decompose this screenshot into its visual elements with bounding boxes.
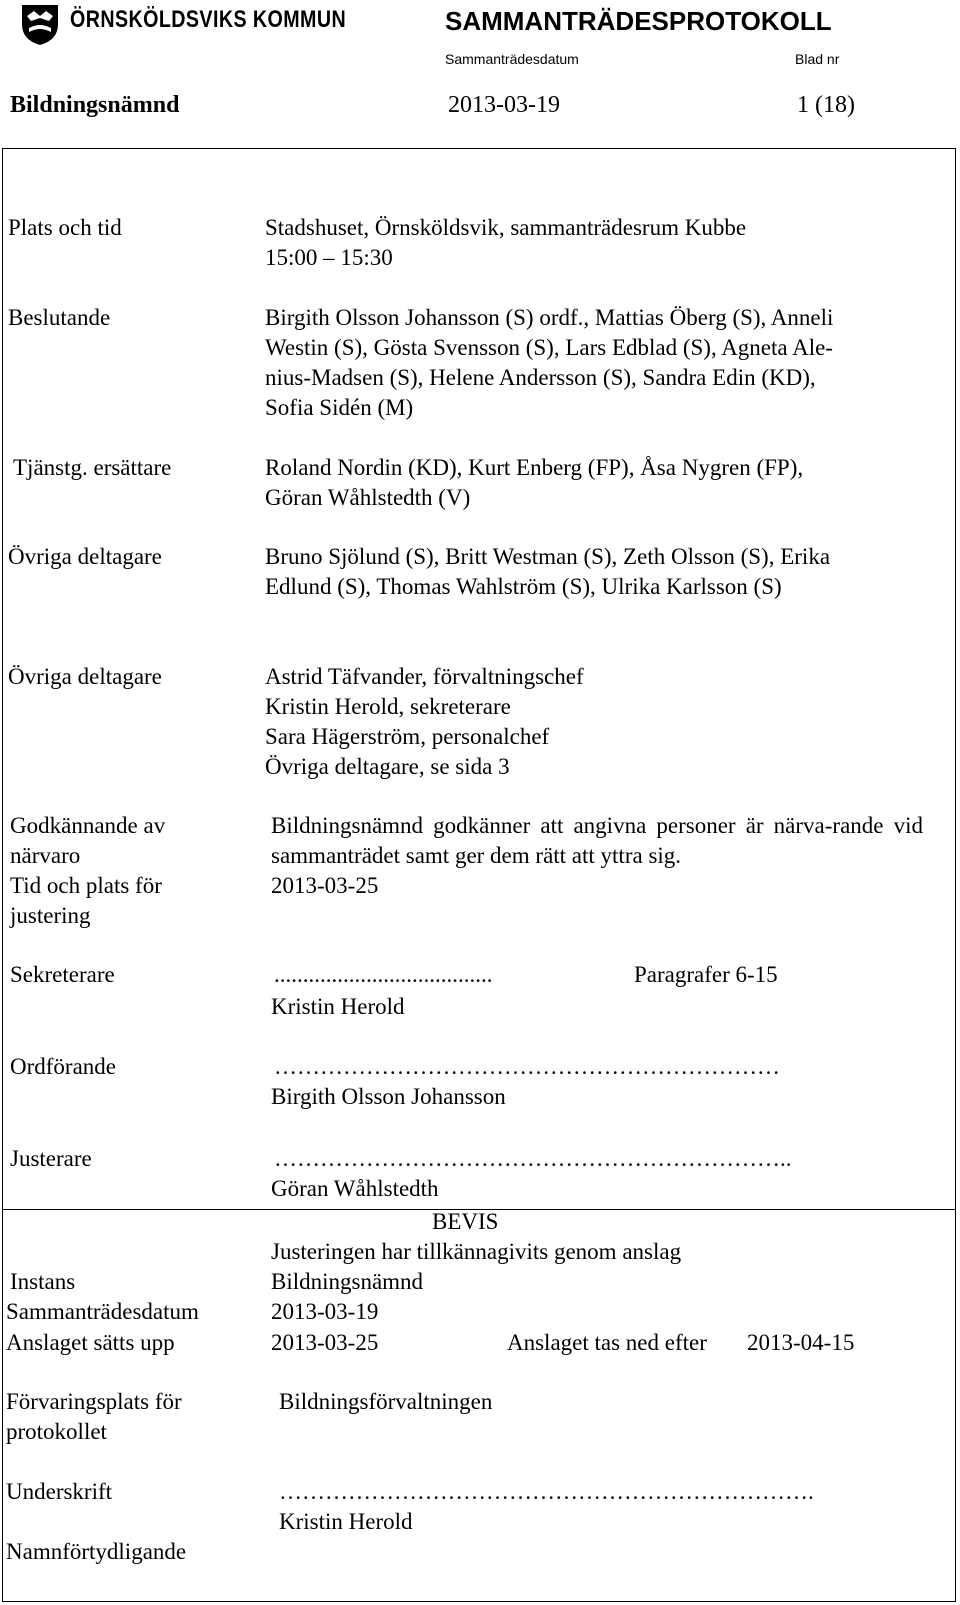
adjuster-signature-line: ………………………………………………………….. [274, 1146, 792, 1171]
meeting-date-header-label: Sammanträdesdatum [445, 51, 579, 67]
place-label: Plats och tid [8, 215, 122, 240]
deciding-line: nius-Madsen (S), Helene Andersson (S), Sandra Edin (KD), [265, 365, 816, 390]
other-participants-label: Övriga deltagare [8, 544, 162, 569]
posted-date: 2013-03-25 [271, 1330, 379, 1355]
adjustment-label: Tid och plats för [10, 873, 162, 898]
document-type: SAMMANTRÄDESPROTOKOLL [445, 6, 832, 36]
adjuster-label: Justerare [10, 1146, 92, 1171]
substitutes-label: Tjänstg. ersättare [13, 455, 172, 480]
chair-name: Birgith Olsson Johansson [271, 1084, 506, 1109]
other-participants-line: Edlund (S), Thomas Wahlström (S), Ulrika Karlsson (S) [265, 574, 782, 599]
adjustment-date: 2013-03-25 [271, 873, 379, 898]
attendance-approval-text: Bildningsnämnd godkänner att angivna personer är närva-rande vid sammanträdet samt ger dem rätt att yttra sig. [271, 813, 923, 868]
staff-line: Sara Hägerström, personalchef [265, 724, 550, 749]
storage-label: protokollet [6, 1419, 107, 1444]
substitutes-line: Göran Wåhlstedth (V) [265, 485, 471, 510]
page-number: 1 (18) [797, 92, 855, 118]
meeting-date: 2013-03-19 [448, 92, 560, 118]
adjuster-name: Göran Wåhlstedth [271, 1176, 439, 1201]
chair-signature-line: ………………………………………………………… [274, 1054, 780, 1079]
deciding-label: Beslutande [8, 305, 111, 330]
secretary-signature-line: ...................................... [274, 962, 493, 987]
name-clarification-label: Namnförtydligande [6, 1539, 187, 1564]
storage-value: Bildningsförvaltningen [279, 1389, 493, 1414]
meeting-date-label: Sammanträdesdatum [6, 1299, 199, 1324]
paragraphs-range: Paragrafer 6-15 [634, 962, 778, 987]
place-value: Stadshuset, Örnsköldsvik, sammanträdesrum Kubbe [265, 215, 747, 240]
certificate-signature-line: ……………………………………………………………. [279, 1479, 814, 1504]
deciding-line: Birgith Olsson Johansson (S) ordf., Mattias Öberg (S), Anneli [265, 305, 834, 330]
committee-name: Bildningsnämnd [10, 92, 180, 118]
attendance-approval-label: närvaro [10, 843, 81, 868]
staff-line: Kristin Herold, sekreterare [265, 694, 511, 719]
signature-label: Underskrift [6, 1479, 113, 1504]
substitutes-line: Roland Nordin (KD), Kurt Enberg (FP), Åsa Nygren (FP), [265, 455, 804, 480]
other-participants-line: Bruno Sjölund (S), Britt Westman (S), Zeth Olsson (S), Erika [265, 544, 831, 569]
certificate-title: BEVIS [432, 1209, 499, 1234]
attendance-approval-label: Godkännande av [10, 813, 166, 838]
secretary-name: Kristin Herold [271, 994, 405, 1019]
deciding-line: Sofia Sidén (M) [265, 395, 414, 420]
posted-label: Anslaget sätts upp [6, 1330, 175, 1355]
page-number-header-label: Blad nr [795, 51, 840, 67]
storage-label: Förvaringsplats för [6, 1389, 182, 1414]
removed-date: 2013-04-15 [747, 1330, 855, 1355]
secretary-label: Sekreterare [10, 962, 115, 987]
staff-line: Övriga deltagare, se sida 3 [265, 754, 510, 779]
instance-value: Bildningsnämnd [271, 1269, 424, 1294]
notice-statement: Justeringen har tillkännagivits genom anslag [271, 1239, 682, 1264]
signature-name: Kristin Herold [279, 1509, 413, 1534]
time-value: 15:00 – 15:30 [265, 245, 393, 270]
organization-name: ÖRNSKÖLDSVIKS KOMMUN [70, 6, 347, 33]
adjustment-label: justering [10, 903, 91, 928]
removed-label: Anslaget tas ned efter [507, 1330, 707, 1355]
deciding-line: Westin (S), Gösta Svensson (S), Lars Edblad (S), Agneta Ale- [265, 335, 833, 360]
meeting-date-value: 2013-03-19 [271, 1299, 379, 1324]
staff-line: Astrid Täfvander, förvaltningschef [265, 664, 584, 689]
chair-label: Ordförande [10, 1054, 117, 1079]
instance-label: Instans [10, 1269, 76, 1294]
municipality-crest-logo [20, 2, 60, 46]
other-participants-label: Övriga deltagare [8, 664, 162, 689]
